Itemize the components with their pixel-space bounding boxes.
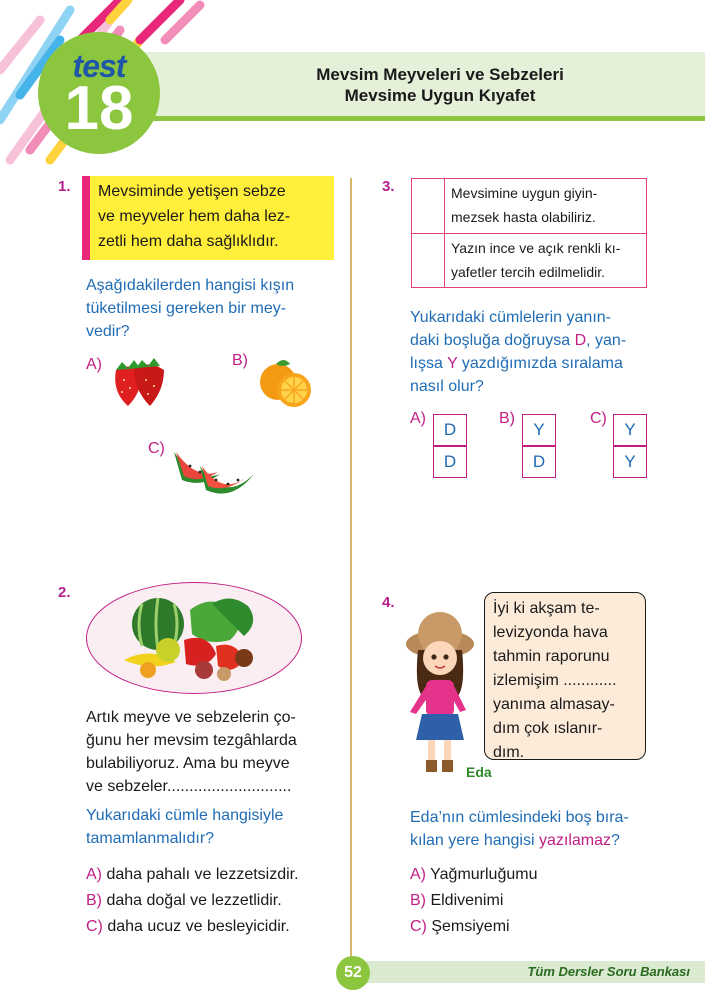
answer-box: D xyxy=(522,446,556,478)
girl-character-icon xyxy=(404,600,482,780)
speech-bubble: İyi ki akşam te- levizyonda hava tahmin raporunu izlemişim ............ yanıma almasay- dım çok ıslanır- dım. xyxy=(484,592,646,760)
answer-box: Y xyxy=(613,414,647,446)
strawberry-icon xyxy=(108,356,168,412)
option-c[interactable]: C) daha ucuz ve besleyicidir. xyxy=(86,918,290,935)
question-number: 2. xyxy=(58,584,71,601)
answer-column xyxy=(411,178,445,288)
statement-1: Mevsimine uygun giyin- mezsek hasta olabiliriz. xyxy=(451,185,598,225)
watermelon-icon xyxy=(172,444,256,502)
option-label[interactable]: B) xyxy=(232,352,248,369)
badge-word: test xyxy=(72,48,126,84)
question-number: 1. xyxy=(58,178,71,195)
option-label[interactable]: B) xyxy=(499,410,515,427)
option-a[interactable]: A) Yağmurluğumu xyxy=(410,866,538,883)
option-b[interactable]: B) Eldivenimi xyxy=(410,892,504,909)
page-title: Mevsim Meyveleri ve Sebzeleri Mevsime Uygun Kıyafet xyxy=(316,65,564,105)
statement-2: Yazın ince ve açık renkli kı- yafetler tercih edilmelidir. xyxy=(451,240,621,280)
question-prompt: Yukarıdaki cümlelerin yanın- daki boşluğa doğruysa D, yan- lışsa Y yazdığımızda sıralama nasıl olur? xyxy=(410,309,627,395)
option-label[interactable]: A) xyxy=(86,356,102,373)
option-a[interactable]: A) daha pahalı ve lezzetsizdir. xyxy=(86,866,299,883)
book-title: Tüm Dersler Soru Bankası xyxy=(527,964,690,979)
page-number: 52 xyxy=(336,956,370,990)
question-prompt: Aşağıdakilerden hangisi kışın tüketilmesi gereken bir mey- vedir? xyxy=(86,277,295,340)
question-prompt: Yukarıdaki cümle hangisiyle tamamlanmalıdır? xyxy=(86,807,284,847)
vegetables-icon xyxy=(120,590,270,686)
answer-box: D xyxy=(433,414,467,446)
answer-box: Y xyxy=(613,446,647,478)
option-b[interactable]: B) daha doğal ve lezzetlidir. xyxy=(86,892,282,909)
option-label[interactable]: C) xyxy=(148,440,165,457)
option-c[interactable]: C) Şemsiyemi xyxy=(410,918,510,935)
character-name: Eda xyxy=(466,764,492,780)
question-prompt: Eda’nın cümlesindeki boş bıra- kılan yere hangisi yazılamaz? xyxy=(410,809,629,849)
question-number: 4. xyxy=(382,594,395,611)
options-list xyxy=(86,862,346,940)
badge-number: 18 xyxy=(64,74,134,143)
options-list xyxy=(410,862,670,940)
option-label[interactable]: A) xyxy=(410,410,426,427)
column-divider xyxy=(350,178,352,958)
answer-box: Y xyxy=(522,414,556,446)
highlight-box: Mevsiminde yetişen sebze ve meyveler hem daha lez- zetli hem daha sağlıklıdır. xyxy=(82,176,334,260)
question-text: Artık meyve ve sebzelerin ço- ğunu her mevsim tezgâhlarda bulabiliyoruz. Ama bu meyve ve sebzeler............................ xyxy=(86,709,297,795)
option-label[interactable]: C) xyxy=(590,410,607,427)
orange-icon xyxy=(256,356,316,410)
question-number: 3. xyxy=(382,178,395,195)
answer-box: D xyxy=(433,446,467,478)
